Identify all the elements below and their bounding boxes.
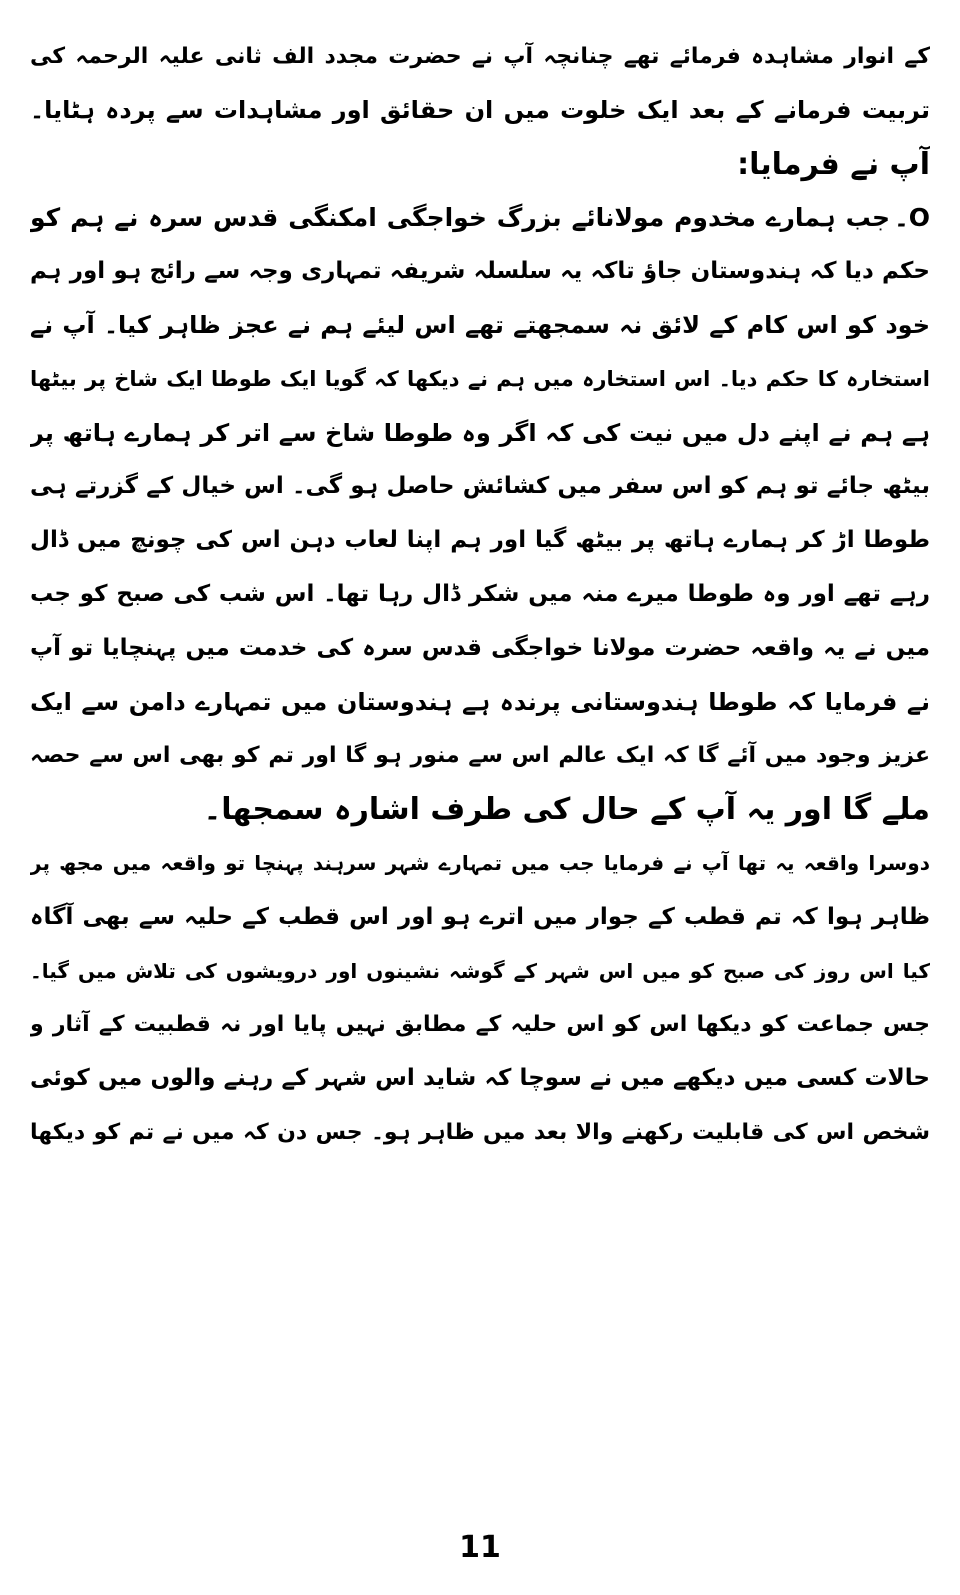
bullet-marker: O۔ [894, 203, 930, 233]
text-line: ظاہر ہوا کہ تم قطب کے جوار میں اترے ہو اور اس قطب کے حلیہ سے بھی آگاہ [30, 903, 930, 930]
text-line-with-bullet [30, 191, 930, 245]
text-line: استخارہ کا حکم دیا۔ اس استخارہ میں ہم نے دیکھا کہ گویا ایک طوطا ایک شاخ پر بیٹھا [30, 366, 930, 391]
text-line: کے انوار مشاہدہ فرمائے تھے چنانچہ آپ نے حضرت مجدد الف ثانی علیہ الرحمہ کی [30, 44, 930, 69]
text-line: طوطا اڑ کر ہمارے ہاتھ پر بیٹھ گیا اور ہم اپنا لعاب دہن اس کی چونچ میں ڈال [30, 527, 930, 554]
text-line: بیٹھ جائے تو ہم کو اس سفر میں کشائش حاصل ہو گی۔ اس خیال کے گزرتے ہی [30, 473, 930, 500]
text-line: خود کو اس کام کے لائق نہ سمجھتے تھے اس لیئے ہم نے عجز ظاہر کیا۔ آپ نے [30, 310, 930, 339]
text-line: شخص اس کی قابلیت رکھنے والا بعد میں ظاہر ہو۔ جس دن کہ میں نے تم کو دیکھا [30, 1119, 930, 1145]
text-line: ہے ہم نے اپنے دل میں نیت کی کہ اگر وہ طوطا شاخ سے اتر کر ہمارے ہاتھ پر [30, 418, 930, 447]
text-line: حکم دیا کہ ہندوستان جاؤ تاکہ یہ سلسلہ شریفہ تمہاری وجہ سے رائج ہو اور ہم [30, 258, 930, 285]
text-line: کیا اس روز کی صبح کو میں اس شہر کے گوشہ نشینوں اور درویشوں کی تلاش میں گیا۔ [30, 958, 930, 983]
text-line: جب ہمارے مخدوم مولانائے بزرگ خواجگی امکنگی قدس سرہ نے ہم کو [30, 203, 891, 233]
text-line: نے فرمایا کہ طوطا ہندوستانی پرندہ ہے ہندوستان میں تمہارے دامن سے ایک [30, 687, 930, 716]
page-body [30, 30, 930, 1160]
text-line: عزیز وجود میں آئے گا کہ ایک عالم اس سے منور ہو گا اور تم کو بھی اس سے حصہ [30, 743, 930, 769]
text-line: تربیت فرمانے کے بعد ایک خلوت میں ان حقائق اور مشاہدات سے پردہ ہٹایا۔ [30, 95, 930, 124]
text-line: جس جماعت کو دیکھا اس کو اس حلیہ کے مطابق نہیں پایا اور نہ قطبیت کے آثار و [30, 1012, 930, 1038]
text-line: دوسرا واقعہ یہ تھا آپ نے فرمایا جب میں تمہارے شہر سرہند پہنچا تو واقعہ میں مجھ پر [30, 850, 930, 875]
page-number: 11 [459, 1530, 501, 1565]
text-line: رہے تھے اور وہ طوطا میرے منہ میں شکر ڈال رہا تھا۔ اس شب کی صبح کو جب [30, 580, 930, 607]
text-line: حالات کسی میں دیکھے میں نے سوچا کہ شاید اس شہر کے رہنے والوں میں کوئی [30, 1065, 930, 1092]
text-line: آپ نے فرمایا: [737, 146, 930, 182]
text-line: میں نے یہ واقعہ حضرت مولانا خواجگی قدس سرہ کی خدمت میں پہنچایا تو آپ [30, 634, 930, 661]
text-line: ملے گا اور یہ آپ کے حال کی طرف اشارہ سمجھا۔ [203, 792, 930, 828]
